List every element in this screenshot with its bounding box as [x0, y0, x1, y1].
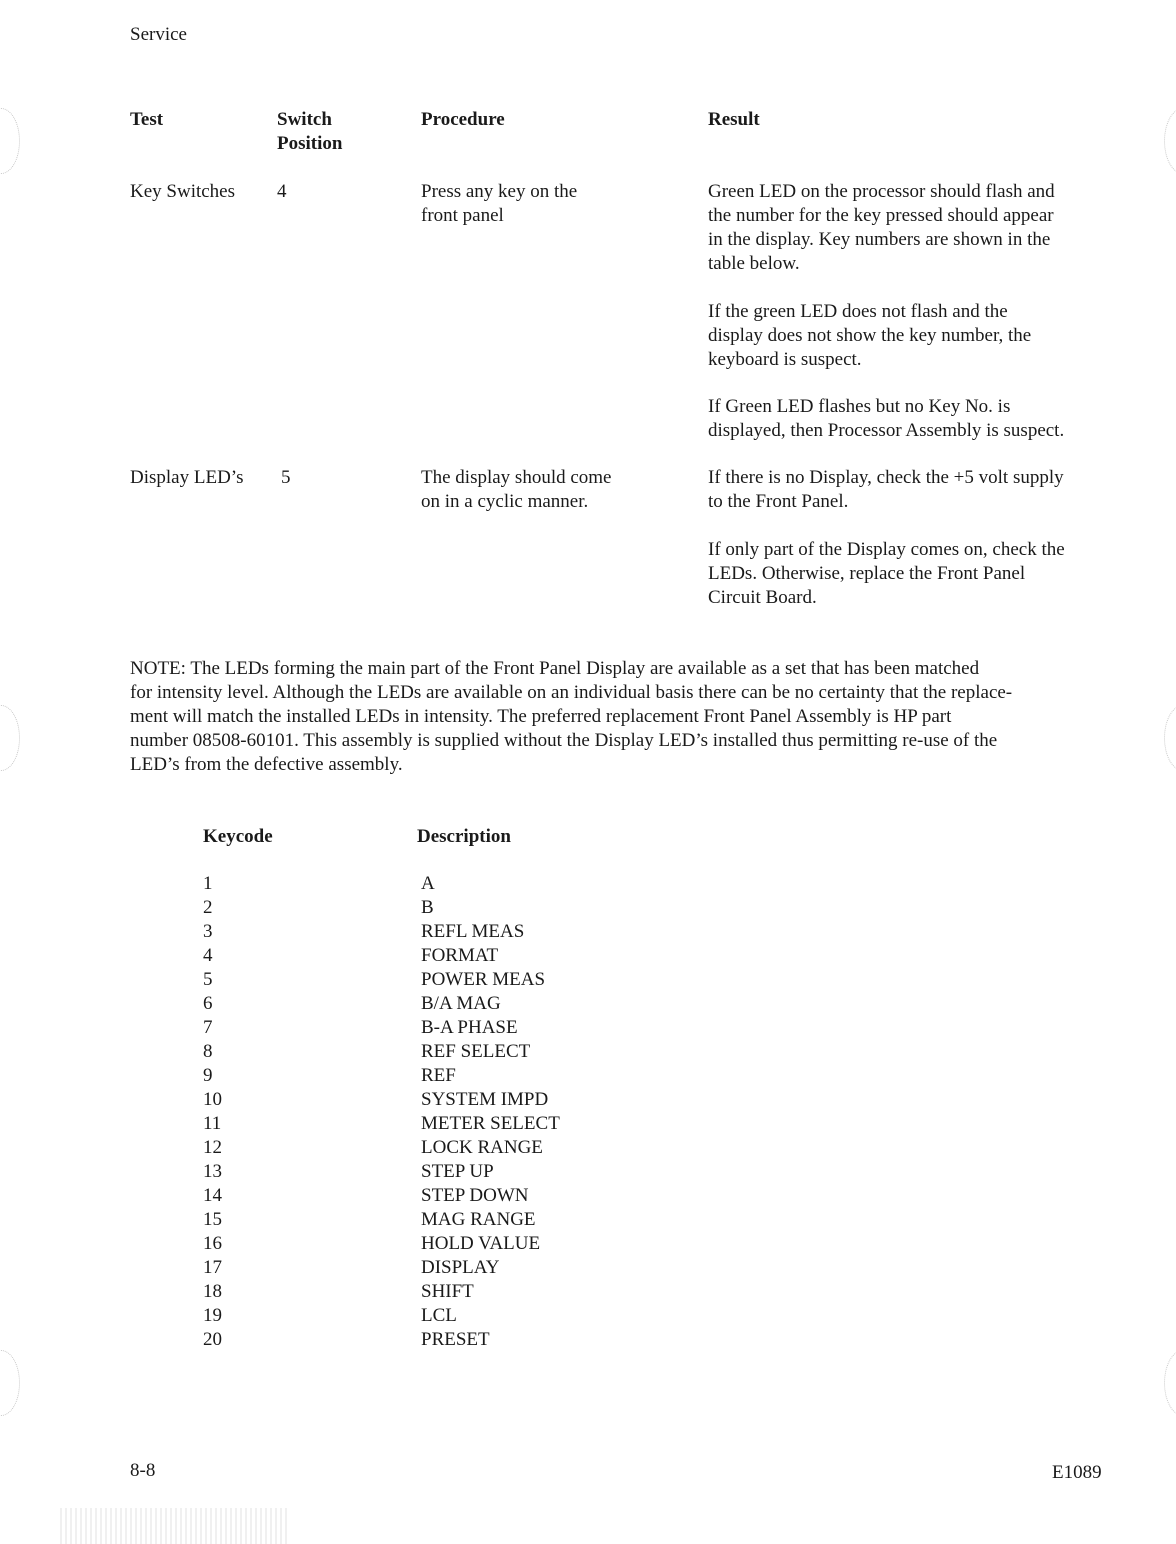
result-paragraph — [708, 395, 1064, 443]
result-line: displayed, then Processor Assembly is suspect. — [708, 420, 1065, 441]
keycode-number: 14 — [203, 1185, 222, 1206]
keycode-description: SYSTEM IMPD — [421, 1089, 549, 1110]
test-name: Key Switches — [130, 181, 236, 202]
keycode-description: REF — [421, 1065, 456, 1086]
keycode-description: B — [421, 897, 434, 918]
keycode-number: 4 — [203, 945, 213, 966]
note-line: LED’s from the defective assembly. — [130, 754, 403, 775]
procedure-line: front panel — [421, 205, 504, 226]
col-header-procedure: Procedure — [421, 109, 505, 130]
keycode-description: REFL MEAS — [421, 921, 525, 942]
keycode-description: STEP DOWN — [421, 1185, 529, 1206]
keycode-number: 6 — [203, 993, 213, 1014]
col-header-keycode: Keycode — [203, 826, 273, 847]
punch-hole-mark — [1164, 108, 1176, 174]
punch-hole-mark — [0, 1350, 20, 1416]
keycode-number: 7 — [203, 1017, 213, 1038]
result-line: If the green LED does not flash and the — [708, 301, 1008, 322]
keycode-number: 15 — [203, 1209, 222, 1230]
keycode-description: A — [421, 873, 435, 894]
keycode-number: 2 — [203, 897, 213, 918]
result-line: Circuit Board. — [708, 587, 817, 608]
keycode-number: 12 — [203, 1137, 222, 1158]
col-header-test: Test — [130, 109, 164, 130]
test-name: Display LED’s — [130, 467, 244, 488]
keycode-number: 3 — [203, 921, 213, 942]
keycode-number: 9 — [203, 1065, 213, 1086]
procedure-line: on in a cyclic manner. — [421, 491, 589, 512]
document-code: E1089 — [1052, 1462, 1102, 1483]
procedure-text — [421, 466, 612, 514]
punch-hole-mark — [1164, 1350, 1176, 1416]
keycode-description: REF SELECT — [421, 1041, 531, 1062]
result-line: table below. — [708, 253, 800, 274]
keycode-description: SHIFT — [421, 1281, 474, 1302]
keycode-description: LOCK RANGE — [421, 1137, 543, 1158]
keycode-description: HOLD VALUE — [421, 1233, 541, 1254]
keycode-description: DISPLAY — [421, 1257, 500, 1278]
note-line: number 08508-60101. This assembly is supplied without the Display LED’s installed thus permitting re-use of the — [130, 730, 998, 751]
result-line: in the display. Key numbers are shown in the — [708, 229, 1051, 250]
result-paragraph — [708, 180, 1055, 276]
keycode-description: PRESET — [421, 1329, 490, 1350]
col-header-switch — [277, 108, 342, 156]
result-line: If there is no Display, check the +5 volt supply — [708, 467, 1064, 488]
scan-noise — [60, 1508, 290, 1544]
result-line: to the Front Panel. — [708, 491, 849, 512]
note-line: ment will match the installed LEDs in intensity. The preferred replacement Front Panel Assembly is HP part — [130, 706, 952, 727]
col-header-switch-line: Switch — [277, 109, 332, 130]
result-line: display does not show the key number, the — [708, 325, 1032, 346]
col-header-result: Result — [708, 109, 760, 130]
page-header: Service — [130, 24, 187, 45]
keycode-number: 1 — [203, 873, 213, 894]
keycode-description: FORMAT — [421, 945, 499, 966]
keycode-number: 10 — [203, 1089, 222, 1110]
result-line: keyboard is suspect. — [708, 349, 862, 370]
keycode-number: 13 — [203, 1161, 222, 1182]
keycode-description: POWER MEAS — [421, 969, 546, 990]
result-paragraph — [708, 466, 1064, 514]
result-line: LEDs. Otherwise, replace the Front Panel — [708, 563, 1026, 584]
note-line: NOTE: The LEDs forming the main part of the Front Panel Display are available as a set that has been matched — [130, 658, 980, 679]
procedure-line: The display should come — [421, 467, 612, 488]
col-header-switch-line: Position — [277, 133, 343, 154]
keycode-number: 17 — [203, 1257, 222, 1278]
keycode-number: 5 — [203, 969, 213, 990]
keycode-description: B/A MAG — [421, 993, 501, 1014]
note-paragraph — [130, 657, 1120, 777]
note-line: for intensity level. Although the LEDs are available on an individual basis there can be no certainty that the replace- — [130, 682, 1013, 703]
result-line: Green LED on the processor should flash and — [708, 181, 1055, 202]
result-line: the number for the key pressed should appear — [708, 205, 1054, 226]
keycode-description: MAG RANGE — [421, 1209, 536, 1230]
keycode-description: STEP UP — [421, 1161, 494, 1182]
keycode-description: B-A PHASE — [421, 1017, 518, 1038]
punch-hole-mark — [1164, 705, 1176, 771]
keycode-number: 16 — [203, 1233, 222, 1254]
keycode-number: 19 — [203, 1305, 222, 1326]
keycode-description: METER SELECT — [421, 1113, 560, 1134]
result-paragraph — [708, 300, 1031, 372]
page-number: 8-8 — [130, 1460, 156, 1481]
punch-hole-mark — [0, 705, 20, 771]
switch-position: 4 — [277, 181, 287, 202]
result-paragraph — [708, 538, 1065, 610]
keycode-number: 20 — [203, 1329, 222, 1350]
keycode-number: 18 — [203, 1281, 222, 1302]
switch-position: 5 — [281, 467, 291, 488]
result-line: If Green LED flashes but no Key No. is — [708, 396, 1011, 417]
col-header-description: Description — [417, 826, 511, 847]
procedure-text — [421, 180, 577, 228]
keycode-description: LCL — [421, 1305, 457, 1326]
procedure-line: Press any key on the — [421, 181, 578, 202]
keycode-number: 11 — [203, 1113, 222, 1134]
keycode-number: 8 — [203, 1041, 213, 1062]
punch-hole-mark — [0, 108, 20, 174]
result-line: If only part of the Display comes on, check the — [708, 539, 1065, 560]
